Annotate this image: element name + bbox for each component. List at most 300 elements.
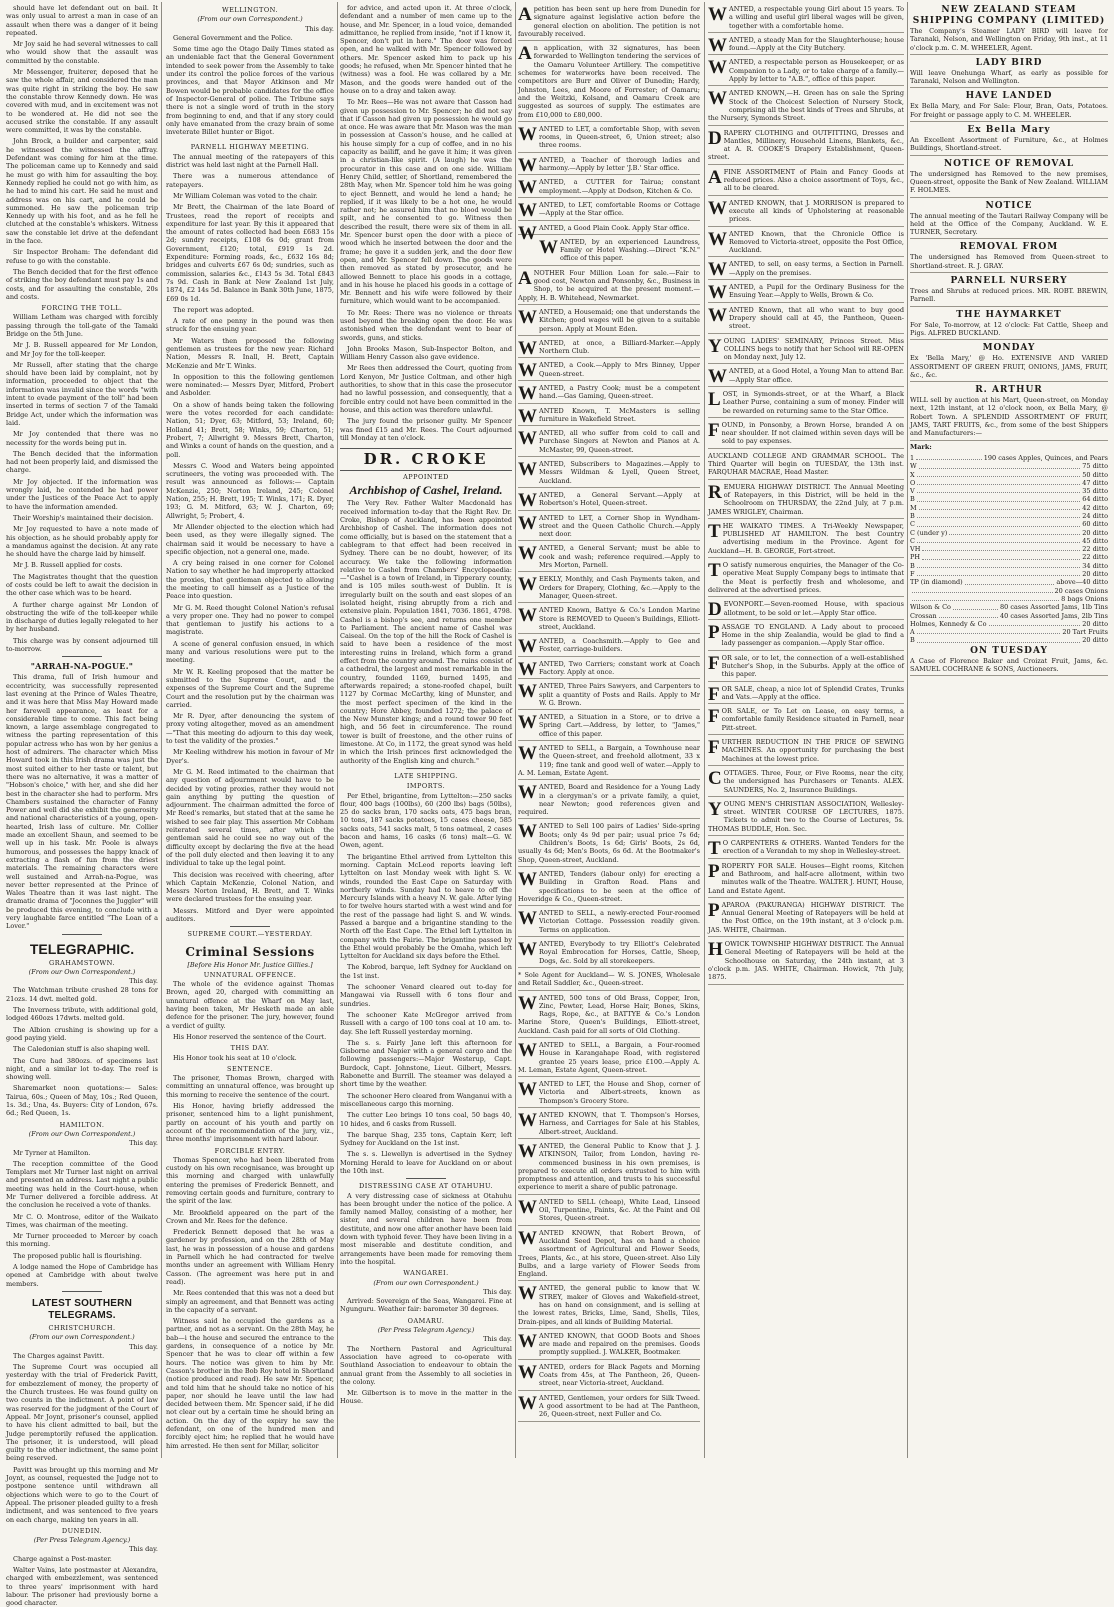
leader-dots [949,529,1080,535]
ad-body: ANTED, a General Servant.—Apply at Robertson's Hotel, Queen-street. [539,490,700,508]
ad-text [518,514,700,539]
leader-dots [917,479,1080,485]
consignment-mark: M [910,503,917,512]
consignment-row [910,462,1108,470]
subsection-heading: FORCIBLE ENTRY. [214,1146,286,1155]
classified-ad [518,200,700,221]
auction-notice [910,4,1108,55]
ad-text [708,34,904,56]
ad-body: RAPERY CLOTHING and OUTFITTING, Dresses and Mantles, Millinery, Household Linens, Blankets, &c., at A. R. COOKE'S Drapery Establishment, Queen-street. [708,128,904,162]
article-paragraph: On a show of hands being taken the following were the votes recorded for each candidate: Nation, 51; Dyer, 63; Mitford, 53; Ireland, 60; Holland 41; Brett, 58; Winks, 59; Charton, 51; Probert, 7; Allwright 9. Messrs Brett, Charton, and Winks a count of hands on the question, and a poll. [166,400,334,459]
section-heading: HAMILTON. [59,1120,105,1129]
ad-body: ANTED, a Cook.—Apply to Mrs Binney, Upper Queen-street. [539,361,700,378]
ad-body: OR SALE, or To Let on Lease, on easy terms, a comfortable family Residence situated in Parnell, near Pitt-street. [721,707,904,732]
ad-text [708,769,904,794]
ad-text [708,940,904,981]
article-paragraph: To Mr. Rees—He was not aware that Casson had given up possession to Mr. Spencer; he did not say that if Casson had given up possession he would go at once. He was aware that Mr. Mason was the man in possession at Casson's house, and he called at his house simply for a cup of coffee, and in no his capacity as bailiff, and he gave it him; it was given in a christian-like spirit. (A laugh) he was the procurator in this case and on one side. William Henry Child, settler, of Shortland, remembered the 28th May, when Mr. Spencer told him he was going to eject Bennett, and would he lend a hand; he replied, if it was likely to be a hot one, he would rather not; he assured him that no blood would be spilt, and he consented to go. Witness then described the result, there were six of them in all. Mr. Spencer burst open the door with a piece of wood which he inserted between the door and the frame; he gave it a sudden jerk, and the door flew open, and Mr. Spencer fell down. The goods were then removed as stated by prosecutor, and he allowed Bennett to place his goods in a cottage, and in his house he placed his goods in a cottage of Mr. Bennett and his wife were followed by their furniture, which would want to be accompanied. [340,98,512,306]
classified-ad [518,1110,700,1139]
ad-body: ROPERTY FOR SALE. Houses—Eight rooms, Kitchen and Bathroom, and half-acre allotment, within two minutes walk of the Theatre. WALTER J. HUNT, House, Land and Estate Agent. [708,861,904,895]
consignment-goods: 22 ditto [1082,553,1108,562]
ad-text [708,483,904,516]
article-paragraph: Messrs. Mitford and Dyer were appointed auditors. [166,906,334,923]
article-paragraph: John Brock, a builder and carpenter, said he witnessed the witnessed the affray. Defendant was coming for him at the time. The policeman came up to Kennedy and said he must go with him for assaulting the boy. Kennedy replied he could not go with him, as he had to mind his cart. He said he must and address was on his cart, and he could be summoned. He saw the policeman trip Kennedy up with his foot, and as he fell he clutched at the constable's whiskers. Witness saw the constable let drive at the defendant in the face. [6,137,158,246]
article-paragraph: To Mr. Rees: There was no violence or threats used beyond the breaking open the door. He was astonished when the defendant went to bear of swords, guns, and sticks. [340,308,512,342]
ad-drop-capital: P [708,860,720,882]
classified-ad [518,124,700,153]
notice-body: Will leave Onehunga Wharf, as early as possible for Taranaki, Nelson and Wellington. [910,68,1108,86]
ad-text [708,599,904,621]
ad-text [518,337,700,359]
dateline: This day. [483,1287,512,1296]
ad-body: O CARPENTERS & OTHERS. Wanted Tenders for the erection of a Verandah to my shop in Wellesley-street. [722,839,904,856]
consignment-row [910,570,1108,578]
classified-ad [518,939,700,968]
column-1 [6,4,158,1607]
article-paragraph: The Bench decided that for the first offence of striking the boy defendant must pay 1s and costs, and for assaulting the constable, 20s and costs. [6,267,158,301]
classified-ad [708,88,904,125]
section-heading: OAMARU. [407,1316,445,1325]
classified-ad [518,338,700,359]
article-paragraph: The Bench decided that the information had not been properly laid, and dismissed the charge. [6,449,158,475]
ad-drop-capital: W [518,1330,537,1352]
ad-text [518,125,700,150]
section-heading: "ARRAH-NA-POGUE." [30,661,134,672]
article-paragraph: The s. s. Fairly Jane left this afternoon for Gisborne and Napier with a general cargo and the following passengers:—Major Westerup, Capt. Burdock, Capt. Johnstone, Lieut. Gilbert, Messrs. Rabonette and Burrill. The steamer was delayed a short time by the weather. [340,1038,512,1089]
ad-body: ANTED, Everybody to try Elliott's Celebrated Royal Embrocation for Horses, Cattle, Sheep, Dogs, &c. Sold by all storekeepers. [539,940,700,965]
ad-text [708,282,904,304]
ad-body: ANTED, a steady Man for the Slaughterhouse; house found.—Apply at the City Butchery. [729,35,904,53]
consignment-goods: 47 ditto [1082,478,1108,487]
ad-body: NOTHER Four Million Loan for sale.—Fair to good cost, Newton and Ponsonby, &c., Business in Shop, to be acquired at the present moment.—Apply, H. B. Whitehead, Newmarket. [518,268,700,302]
ad-body: ANTED, to sell, on easy terms, a Section in Parnell.—Apply on the premises. [729,260,904,277]
ad-text [708,306,904,331]
classified-ad [708,900,904,937]
consignment-goods: 40 cases Assorted Jams, 2lb Tins [1000,611,1108,620]
classified-ad [518,574,700,603]
latest-telegrams-heading: LATEST SOUTHERN TELEGRAMS. [31,1297,133,1321]
ad-text [708,901,904,934]
consignment-row [910,636,1108,644]
ad-drop-capital: W [539,236,558,258]
ad-drop-capital: R [708,481,722,503]
ad-body: ASSAGE TO ENGLAND. A Lady about to proceed Home in the ship Zealandia, would be glad to find a lady passenger as companion.—Apply Star office. [721,622,904,648]
ad-body: ANTED, to LET, comfortable Rooms or Cottage—Apply at the Star office. [539,200,700,218]
classified-ad [708,57,904,86]
ad-body: n application, with 32 signatures, has been forwarded to Wellington tendering the services of the Oamaru Volunteer Artillery. The competitive schemes for waterworks have been received. The competitors are Burr and Oliver of Dunedin; Hardy, Johnston, Lees, and Moore of Forrester; of Oamaru; and the Weitzki, Kolsand, and Oamaru Creek are suggested as sources of supply. The estimates are from £10,000 to £80,000. [518,44,700,119]
ad-drop-capital: W [518,574,537,596]
article-paragraph: A lodge named the Hope of Cambridge has opened at Cambridge with about twelve members. [6,1263,158,1288]
classified-ad [518,636,700,657]
leader-dots [917,512,1081,518]
section-divider [62,1291,102,1292]
consignment-goods: 80 cases Assorted Jams, 1lb Tins [1000,603,1108,612]
classified-ad [518,4,700,41]
leader-dots [922,545,1080,551]
ad-drop-capital: W [518,1039,537,1061]
notice-title: REMOVAL FROM [959,242,1059,253]
consignment-goods: 20 ditto [1082,619,1108,628]
section-divider [230,926,270,927]
ad-drop-capital: H [708,939,723,961]
notice-body: The undersigned has Removed to the new premises, Queen-street, opposite the Bank of New Zealand. WILLIAM F. HOLMES. [910,169,1108,195]
classified-ad [518,1040,700,1077]
article-paragraph: The jury found the prisoner guilty. Mr Spencer was fined £15 and Mr. Rees. The Court adjourned till Monday at ten o'clock. [340,417,512,442]
consignment-row [910,628,1108,636]
correspondent-line: (Per Press Telegram Agency.) [33,1536,131,1545]
auction-notice [910,158,1108,198]
column-rule [515,2,516,1458]
ad-text [708,683,904,705]
article-paragraph: The report was adopted. [173,305,254,314]
ad-text [518,1142,700,1192]
leader-dots [916,454,982,460]
ad-drop-capital: W [518,1392,537,1414]
ad-text [518,405,700,427]
column-4-advertisements [518,4,700,1456]
consignment-mark: VH [910,545,921,554]
classified-ad [708,653,904,682]
consignment-goods: 24 ditto [1082,511,1108,520]
article-paragraph: The Charges against Pavitt. [13,1351,105,1360]
consignment-goods: 45 ditto [1082,536,1108,545]
correspondent-line: (From our own Correspondent.) [29,1333,135,1342]
notice-body: Ex 'Bella Mary,' @ Ho. EXTENSIVE AND VARIED ASSORTMENT OF GREEN FRUIT, ONIONS, JAMS, FRUIT, &c., &c. [910,354,1108,379]
classified-ad [518,782,700,819]
ad-body: ANTED to LET, a Corner Shop in Wyndham-street and the Queen Catholic Church.—Apply next door. [539,513,700,539]
classified-ad [518,1331,700,1360]
classified-ad [708,622,904,651]
consignment-mark: A [910,628,915,637]
article-paragraph: Mr Turner proceeded to Mercer by coach this morning. [6,1232,158,1249]
classified-ad [708,259,904,280]
consignment-mark: F [910,570,915,579]
ad-drop-capital: F [708,737,720,759]
classified-ad [708,128,904,165]
consignment-mark: X [910,470,915,479]
article-paragraph: Mr R. Dyer, after denouncing the system of proxy voting altogether, moved as an amendment—"That this meeting do adjourn to this day week, to test the validity of the proxies." [166,712,334,746]
column-rule [161,2,162,1458]
ad-body: ANTED Known, T. McMasters is selling furniture in Wakefield Street. [539,406,700,423]
classified-ad [708,939,904,984]
ad-drop-capital: W [518,1361,537,1383]
consignment-goods: 42 ditto [1082,503,1108,512]
ad-text [708,5,904,30]
dateline: This day. [129,977,158,986]
dateline: This day. [129,1139,158,1148]
ad-drop-capital: Y [708,798,722,820]
article-paragraph: Mr J. B. Russell appeared for Mr London, and Mr Joy for the toll-keeper. [6,341,158,358]
ad-drop-capital: L [708,388,721,410]
consignment-row [910,595,1108,603]
ad-drop-capital: A [518,4,532,25]
consignment-mark: B [910,511,915,520]
article-paragraph: The proposed public hall is flourishing. [13,1251,142,1260]
notice-title: MONDAY [982,343,1036,354]
ad-drop-capital: W [518,222,537,244]
ad-text [518,606,700,631]
ad-body: EVONPORT.—Seven-roomed House, with spacious allotment, to be sold or let.—Apply Star office. [723,600,904,617]
classified-ad [518,605,700,634]
ad-body: OUNG LADIES' SEMINARY, Princes Street. Miss COLLINS begs to notify that her School will RE-OPEN on Monday next, July 12. [723,336,904,362]
ad-text [708,230,904,255]
ad-body: OUND, in Ponsonby, a Brown Horse, branded A on near shoulder. If not claimed within seven days will be sold to pay expenses. [721,420,904,446]
court-bench-line: [Before His Honor Mr. Justice Gillies.] [187,960,313,969]
notice-body: The undersigned has Removed from Queen-street to Shortland-street. R. J. GRAY. [910,253,1108,270]
ad-drop-capital: W [518,459,537,481]
auction-notice [910,384,1108,440]
article-paragraph: Sir Inspector Broham: The defendant did refuse to go with the constable. [6,248,158,265]
ad-body: ANTED to SELL, a newly-erected Four-roomed Victorian Cottage. Possession readily given. Terms on application. [539,909,700,934]
article-paragraph: Walter Vains, late postmaster at Alexandra, charged with embezzlement, was sentenced to three years' imprisonment with hard labour. The prisoner had previously borne a good character. [6,1565,158,1607]
ad-drop-capital: A [518,267,532,289]
ad-drop-capital: W [708,88,727,110]
classified-ad [518,1393,700,1422]
notice-title: NOTICE OF REMOVAL [943,158,1075,169]
dateline: This day. [483,1335,512,1344]
ad-drop-capital: A [518,43,532,65]
section-heading: LATE SHIPPING. [394,771,458,780]
ad-body: ANTED to SELL (cheap), White Lead, Linseed Oil, Turpentine, Paints, &c. At the Paint and Oil Stores, Queen-street. [539,1197,700,1223]
consignment-mark: B [910,636,915,645]
ad-body: ANTED Known, that the Chronicle Office is Removed to Victoria-street, opposite the Post Office, Auckland. [729,229,904,255]
consignment-mark: TP (in diamond) [910,578,963,587]
subsection-heading: SENTENCE. [227,1064,273,1073]
ad-drop-capital: W [518,1110,537,1132]
column-2 [166,4,334,1456]
ad-text [518,1198,700,1223]
ad-text [708,366,904,388]
consignment-mark: B [910,561,915,570]
ad-text [518,177,700,199]
ad-drop-capital: F [708,652,720,674]
classified-ad [708,198,904,227]
consignment-row [910,520,1108,528]
consignment-goods: 20 cases Onions [1054,586,1108,595]
classified-ad [708,838,904,859]
consignment-goods: 75 ditto [1082,462,1108,471]
classified-ad [518,490,700,511]
ad-body: petition has been sent up here from Dunedin for signature against legislative action before the general election on abolition. The petition is not favourably received. [518,5,700,38]
ad-body: FINE ASSORTMENT of Plain and Fancy Goods at reduced prices. Also a choice assortment of Toys, &c., all to be cleared. [723,167,904,193]
consignment-goods: 8 bags Onions [1061,594,1108,603]
article-paragraph: Frederick Bennett deposed that he was a gardener by profession, and on the 28th of May last, he was in possession of a house and gardens in Parnell which he had contracted for twelve months under an agreement with William Henry Casson. (The agreement was here put in and read). [166,1228,334,1286]
consignment-mark: Crossan [910,611,937,620]
section-divider [62,656,102,657]
ad-text [708,623,904,648]
article-paragraph: Mr W. R. Keeling proposed that the matter be submitted to the Supreme Court, and the expenses of the Supreme Court and the Supreme Court and the resolution put by the chairman was carried. [166,667,334,709]
classified-ad [518,177,700,198]
article-paragraph: The barque Shag, 235 tons, Captain Kerr, left Sydney for Auckland on the 1st inst. [340,1130,512,1148]
article-paragraph: The Cure had 380ozs. of specimens last night, and a similar lot to-day. The reef is showing well. [6,1056,158,1082]
ad-body: ANTED, a CUTTER for Tairua; constant employment.—Apply at Dodson, Kitchen & Co. [539,178,700,195]
ad-drop-capital: W [708,304,727,326]
column-3 [340,4,512,1456]
consignment-row [910,487,1108,495]
correspondent-line: (Per Press Telegram Agency.) [377,1326,475,1335]
ad-drop-capital: F [708,683,720,705]
ad-body: ANTED, at a Good Hotel, a Young Man to attend Bar.—Apply Star office. [729,367,904,384]
article-paragraph: Mr. Gilbertson is to move in the matter in the House. [340,1389,512,1406]
ad-text [708,199,904,224]
classified-ad [708,521,904,558]
ad-text [518,909,700,934]
leader-dots [939,612,998,618]
ad-text [518,870,700,903]
article-paragraph: Mr Keeling withdrew his motion in favour of Mr Dyer's. [166,748,334,765]
article-paragraph: Mr Joy objected. If the information was wrongly laid, he contended he had power under the Justices of the Peace Act to apply to have the information amended. [6,477,158,511]
consignment-mark: Wilson & Co [910,603,951,612]
article-paragraph: There was a numerous attendance of ratepayers. [166,172,334,189]
notice-title: NEW ZEALAND STEAM SHIPPING COMPANY (LIMITED) [912,5,1106,26]
classified-ad [518,360,700,381]
article-paragraph: The brigantine Ethel arrived from Lyttelton this morning. Captain McLeod reports leaving left Lyttelton on last Monday week with light S. W. winds, rounded the East Cape on Saturday with northerly winds. Sunday had to heave to off the Mercury Islands with a heavy N. W. gale. After lying to for twelve hours started with a west wind and for the rest of the passage had light S. and W. winds. Passed a barque and a brigantine standing to the North off the East Cape. The Ethel left Lyttelton in company with the Fairie. The brigantine passed by the Ethel would probably be the Omaha, which left Lyttelton for Auckland six days before the Ethel. [340,852,512,961]
consignment-row [910,479,1108,487]
ad-body: ANTED, Board and Residence for a Young Lady in a clergyman's or a private family, a quiet, near Newton; good references given and required. [518,783,700,817]
ad-text [518,940,700,965]
ad-body: OUNG MEN'S CHRISTIAN ASSOCIATION, Wellesley-street. WINTER COURSE OF LECTURES, 1875. Tickets to admit two to the Course of Lectures, 5s. THOMAS BUDDLE, Hon. Sec. [708,799,904,833]
ad-text [708,862,904,895]
ad-body: ANTED KNOWN, that J. MORRISON is prepared to execute all kinds of Upholstering at reasonable prices. [729,198,904,224]
consignment-goods: 50 ditto [1082,470,1108,479]
ad-drop-capital: W [518,1283,537,1305]
ad-drop-capital: A [708,166,722,188]
ad-drop-capital: W [518,992,537,1014]
article-paragraph: Mr G. M. Reed intimated to the chairman that any question of adjournment would have to be decided by voting proxies, rather they would not gain anything by putting the question of adjournment. The chairman admitted the force of Mr Reed's remarks, but stated that at the same he wished to see fair play. This assertion Mr Cobham reiterated several times, after which the gentleman said he could see no way out of the difficulty except by declaring the five at the head of the poll duly elected and then leaving it to any individual to take up the legal point. [166,767,334,868]
ad-body: ANTED to LET, a comfortable Shop, with seven rooms, in Queen-street, 6, Union street; also three rooms. [539,124,700,150]
ad-body: ANTED, by an experienced Laundress, Family or Hotel Washing.—Direct "K.N." office of this paper. [560,237,700,263]
classified-ad [518,237,700,266]
article-paragraph: Mr Joy said he had several witnesses to call who would show that the assault was committed by the constable. [6,40,158,65]
ad-text [518,636,700,658]
ad-drop-capital: W [518,123,537,145]
ad-drop-capital: W [708,228,727,250]
classified-ad [518,43,700,122]
ad-drop-capital: Y [708,335,722,357]
ad-drop-capital: P [708,621,720,643]
ad-text [518,544,700,569]
article-paragraph: for advice, and acted upon it. At three o'clock, defendant and a number of men came up to the house, and Mr. Spencer, in a loud voice, demanded admittance, he replied from inside, "not if I know it, Spencer, don't put in here." The door was forced open, and he walked with Mr. Spencer followed by others. Mr. Spencer asked him to pack up his goods; he refused, when Mr. Spencer hinted that he (witness) was a fool. He was collared by a Mr. Mason, and the goods were handed out of the house on to a dray and taken away. [340,4,512,95]
classified-ad [518,869,700,906]
ad-drop-capital: W [518,1140,537,1162]
consignment-row [910,587,1108,595]
ad-drop-capital: D [708,599,722,621]
ad-text [518,44,700,119]
ad-text [708,800,904,833]
ad-text [518,713,700,738]
leader-dots [922,553,1080,559]
section-heading: DISTRESSING CASE AT OTAHUHU. [359,1182,493,1191]
article-paragraph: The whole of the evidence against Thomas Brown, aged 20, charged with committing an unnatural offence at the Wharf on May last, having been taken, Mr Hesketh made an able defence for the prisoner. The jury, however, found a verdict of guilty. [166,980,334,1030]
consignment-mark: W [910,462,917,471]
article-paragraph: should have let defendant out on bail. It was only usual to arrest a man in case of an assault when there was a danger of it being repeated. [6,4,158,37]
ad-drop-capital: W [708,34,727,56]
classified-ad [518,1283,700,1328]
notice-body: The Company's Steamer LADY BIRD will leave for Taranaki, Nelson, and Wellington on Friday, 9th inst., at 11 o'clock p.m. C. M. WHEELER, Agent. [910,27,1108,52]
ad-drop-capital: W [518,199,537,221]
article-paragraph: Some time ago the Otago Daily Times stated as an undeniable fact that the General Government intended to seek power from the Assembly to take under its control the police forces of the various provinces, and that Mayor Atkinson and Mr Bowen would be probable candidates for the office of Inspector-General of police. The Tribune says there is not a single word of truth in the story from beginning to end, and that if any story could only have emanated from the crazy brain of some inveterate Billet hunter or Bigot. [166,45,334,137]
article-paragraph: Sharemarket noon quotations:— Sales: Tairua, 60s.; Queen of May, 10s.; Red Queen, 1s. 3d.; Una, 4s. Buyers: City of London, 67s. 6d.; Red Queen, 1s. [6,1084,158,1118]
ad-drop-capital: W [708,197,727,219]
classified-ad [708,706,904,735]
ad-text [518,822,700,863]
ad-text [518,1394,700,1419]
classified-ad [708,684,904,705]
article-paragraph: Per Ethel, brigantine, from Lyttelton:—250 sacks flour, 400 bags (100lbs), 60 (200 lbs) bags (50lbs), 25 do sacks bran, 170 sacks oats, 475 bags bran, 10 tons, 187 sacks potatoes, 15 cases cheese, 585 sacks oats, 541 sacks malt, 5 tons oatmeal, 2 cases bacon and hams, 16 casks (6 tons) malt—G. W. Owen, agent. [340,791,512,850]
article-paragraph: Arrived: Sovereign of the Seas, Wangarei. Fine at Ngunguru. Weather fair: barometer 30 degrees. [340,1297,512,1314]
ad-drop-capital: W [708,366,727,388]
ad-body: OWICK TOWNSHIP HIGHWAY DISTRICT. The Annual General Meeting of Ratepayers will be held at the Schoolhouse on Saturday, the 24th instant, at 3 o'clock p.m. JAS. WHITE, Chairman. Howick, 7th July, 1875. [708,940,904,982]
consignment-mark: B [910,495,915,504]
ad-body: ANTED, a respectable person as Housekeeper, or as Companion to a Lady, or to take charge of a family.—Apply by letter to "A.B.", office of this paper. [729,58,904,84]
ad-drop-capital: W [518,154,537,176]
ad-drop-capital: W [518,177,537,199]
ad-text [518,1229,700,1279]
ad-text [518,5,700,38]
ad-body: ANTED, a Situation in a Store, or to drive a Spring Cart.—Address, by letter, to "James," office of this paper. [539,713,700,738]
leader-dots [917,628,1061,634]
consignment-row [910,504,1108,512]
ad-drop-capital: W [518,337,537,359]
ad-text [708,452,904,477]
ad-drop-capital: W [518,405,537,427]
article-paragraph: The Very Rev. Father Walter Macdonald has received information to-day that the Right Rev. Dr. Croke, Bishop of Auckland, has been appointed Archbishop of Cashel. The information does not come officially, but is based on the statement that a cablegram to that effect had been received in Sydney. There can be no doubt, however, of its accuracy. We take the following information relative to Cashel from Chambers' Encyclopaedia:—"Cashel is a town of Ireland, in Tipperary county, and is 105 miles south-west of Dublin. It is irregularly built on the south and east slopes of an isolated height, rising abruptly from a rich and extensive plain. Population 1841, 7036. 1861, 4798. Cashel is a bishop's see, and returns one member to Parliament. The ancient name of Cashel was Caiseal. On the top of the hill the Rock of Cashel is said to have been a residence of the most interesting ruins in Ireland, which form a grand effect from the country around. The ruins consist of a cathedral, the largest and most remarkable in the country, founded 1169, burned 1495, and afterwards repaired; a stone-roofed chapel, built 1127 by Cormac McCarthy, king of Munster, and the most perfect specimen of the kind in the country; Hore Abbey, founded 1272; the palace of the New Munster kings; and a round tower 90 feet high, and 56 feet in circumference. The round tower is built of freestone, and the other ruins of limestone. At Co, in 1172, the great synod was held in which the Irish princes first acknowledged the authority of the English king and church." [340,499,512,765]
article-paragraph: The Albion crushing is showing up for a good paying yield. [6,1025,158,1042]
ad-body: ANTED, Subscribers to Magazines.—Apply to Messrs Wildman & Lyell, Queen Street, Auckland. [539,460,700,485]
correspondent-line: (From our Own Correspondent.) [28,1129,136,1138]
list-heading: Mark: [910,442,932,451]
classified-ad [518,743,700,780]
ad-drop-capital: C [708,767,722,789]
ad-drop-capital: W [518,360,537,382]
ad-drop-capital: W [518,743,537,765]
ad-text [518,971,700,988]
ad-body: * Sole Agent for Auckland— W. S. JONES, Wholesale and Retail Saddler, &c., Queen-street. [518,970,700,988]
dateline: This day. [305,24,334,33]
leader-dots [917,495,1081,501]
consignment-goods: 60 ditto [1082,520,1108,529]
consignment-goods: above—40 ditto [1056,578,1108,587]
classified-ad [708,282,904,303]
classified-ad [708,737,904,766]
auction-notice [910,241,1108,273]
section-divider [406,1178,446,1179]
ad-body: ANTED, all who suffer from cold to call and Purchase Singers at Newton and Pianos at A. McMaster, 99, Queen-street. [539,429,700,454]
classified-ad [518,383,700,404]
ad-drop-capital: D [708,127,722,149]
classified-ad [708,420,904,449]
ad-drop-capital: W [518,908,537,930]
croke-headline: DR. CROKE [340,448,512,471]
ad-body: ANTED KNOWN,—H. Green has on sale the Spring Stock of the Choicest Selection of Nursery Stock, comprising all the best kinds of Trees and Shrubs, at the Nursery, Symonds Street. [708,89,904,123]
section-heading: DUNEDIN. [61,1526,103,1535]
ad-drop-capital: W [518,428,537,450]
consignment-mark: O [910,478,916,487]
ad-body: ANTED to SELL, a Bargain, a Townhouse near the Queen-street, and freehold allotment, 33 x 119; fine tank and good well of water.—Apply to A. M. Leman, Estate Agent. [518,744,700,777]
ad-body: AUCKLAND COLLEGE AND GRAMMAR SCHOOL. The Third Quarter will begin on TUESDAY, the 13th inst. FARQUHAR MACRAE, Head Master. [708,451,904,477]
ad-body: APAROA (PAKURANGA) HIGHWAY DISTRICT. The Annual General Meeting of Ratepayers will be held at the Post Office, on the 19th instant, at 3 o'clock p.m. JAS. WHITE, Chairman. [708,900,904,934]
ad-text [518,308,700,333]
ad-body: ANTED, a Teacher of thorough ladies and harmony.—Apply by letter 'J.B.' Star office. [539,155,700,173]
leader-dots [989,620,1081,626]
article-paragraph: A further charge against Mr London of obstructing the wife of the toll-keeper while in discharge of duties legally relegated to her by her husband. [6,600,158,634]
ad-body: OST, in Symonds-street, or at the Wharf, a Black Leather Purse, containing a sum of money. Finder will be rewarded on returning same to the Star Office. [722,389,904,415]
consignment-mark: V [910,487,915,496]
consignment-row [910,553,1108,561]
classified-ad [518,513,700,542]
ad-drop-capital: W [518,939,537,961]
section-divider [62,934,102,935]
classified-ad [708,482,904,519]
